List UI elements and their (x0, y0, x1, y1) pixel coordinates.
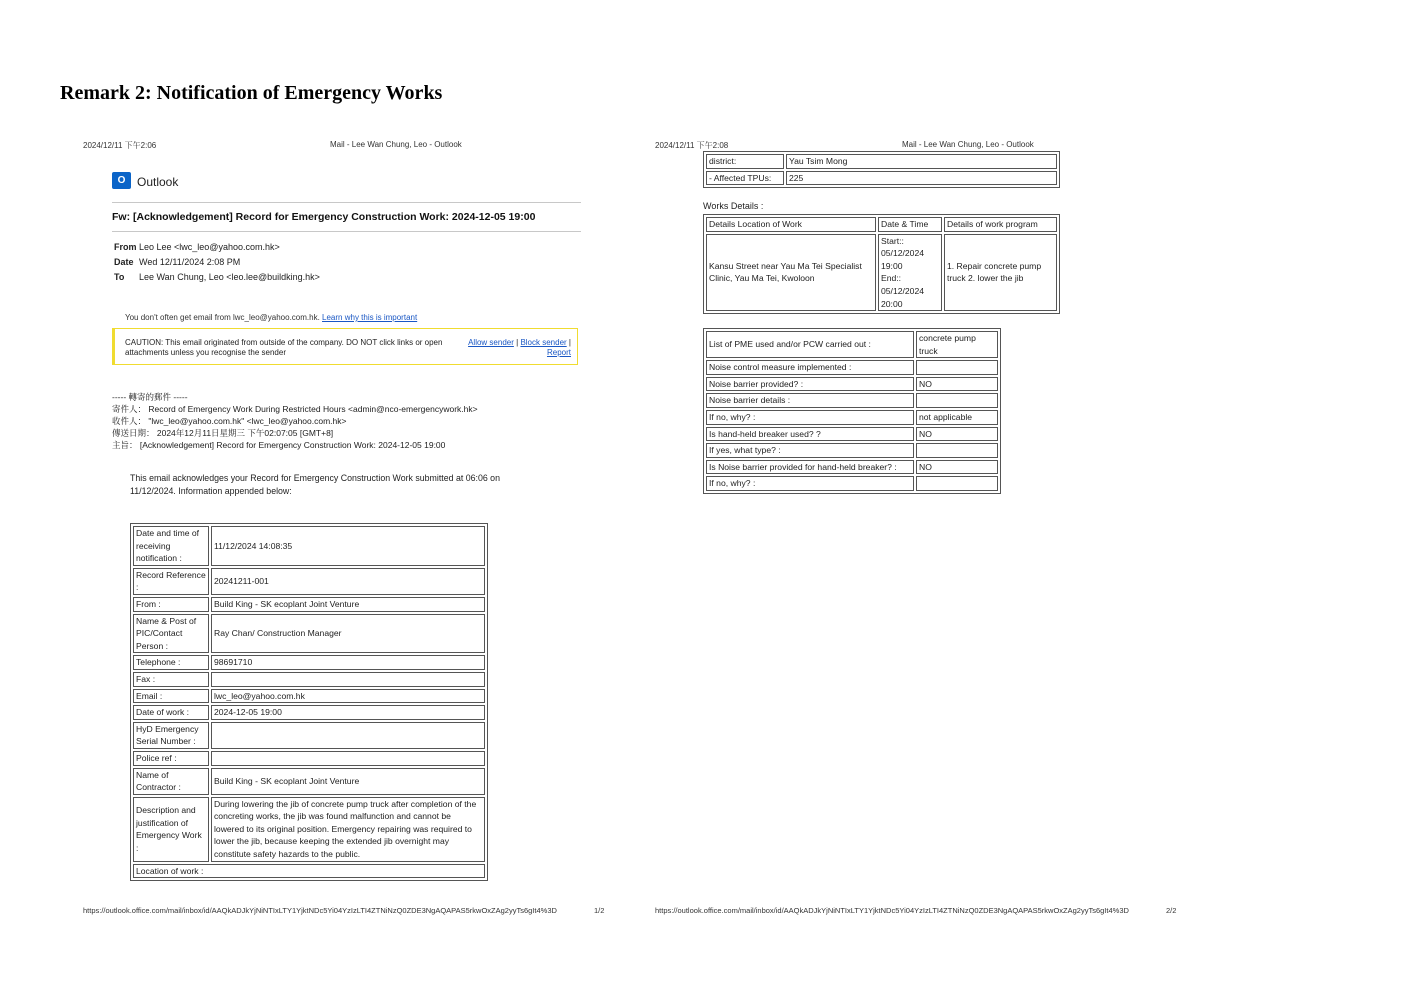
row-value: 2024-12-05 19:00 (211, 705, 485, 720)
forward-date: 傳送日期： 2024年12月11日星期三 下午02:07:05 [GMT+8] (112, 428, 334, 438)
district-table (703, 151, 1060, 188)
table-row (133, 768, 485, 795)
works-table (703, 214, 1060, 314)
to-value: Lee Wan Chung, Leo <leo.lee@buildking.hk> (139, 272, 320, 282)
row-label: If no, why? : (706, 476, 914, 491)
table-row (706, 360, 998, 375)
works-location: Kansu Street near Yau Ma Tei Specialist Clinic, Yau Ma Tei, Kwoloon (706, 234, 876, 312)
table-row (133, 526, 485, 566)
works-header: Details Location of Work (706, 217, 876, 232)
location-label: Location of work : (133, 864, 485, 879)
email-date (114, 257, 240, 267)
row-value: NO (916, 460, 998, 475)
table-row (706, 410, 998, 425)
row-value: Ray Chan/ Construction Manager (211, 614, 485, 654)
separator: | (516, 338, 519, 347)
table-row (133, 614, 485, 654)
works-row (706, 234, 1057, 312)
row-value (211, 722, 485, 749)
print-header-title: Mail - Lee Wan Chung, Leo - Outlook (902, 140, 1034, 149)
row-label: Noise barrier details : (706, 393, 914, 408)
row-value: not applicable (916, 410, 998, 425)
row-value (211, 672, 485, 687)
to-label: To (114, 272, 125, 282)
row-value (916, 476, 998, 491)
caution-text: CAUTION: This email originated from outside of the company. DO NOT click links or open attachments unless you recognise the sender (125, 338, 443, 357)
row-value: 11/12/2024 14:08:35 (211, 526, 485, 566)
row-value: Yau Tsim Mong (786, 154, 1057, 169)
row-value: Build King - SK ecoplant Joint Venture (211, 768, 485, 795)
row-label: Email : (133, 689, 209, 704)
table-row (133, 864, 485, 879)
forward-header: ----- 轉寄的郵件 ----- (112, 392, 188, 402)
row-value: NO (916, 377, 998, 392)
table-row (133, 751, 485, 766)
end-date: 05/12/2024 (881, 285, 925, 296)
allow-sender-link[interactable]: Allow sender (468, 338, 514, 347)
block-sender-link[interactable]: Block sender (520, 338, 567, 347)
from-value: Leo Lee <lwc_leo@yahoo.com.hk> (139, 242, 280, 252)
table-row (706, 443, 998, 458)
row-label: Is hand-held breaker used? ? (706, 427, 914, 442)
works-header: Date & Time (878, 217, 942, 232)
row-value (916, 393, 998, 408)
works-header-row (706, 217, 1057, 232)
row-label: Is Noise barrier provided for hand-held breaker? : (706, 460, 914, 475)
row-label: If no, why? : (706, 410, 914, 425)
pme-table (703, 328, 1001, 494)
row-label: Record Reference : (133, 568, 209, 595)
table-row (133, 705, 485, 720)
row-value: 225 (786, 171, 1057, 186)
learn-why-link[interactable]: Learn why this is important (322, 313, 418, 322)
table-row (706, 393, 998, 408)
row-value: lwc_leo@yahoo.com.hk (211, 689, 485, 704)
page-number: 1/2 (594, 906, 605, 915)
forward-subject: 主旨： [Acknowledgement] Record for Emergency Construction Work: 2024-12-05 19:00 (112, 440, 446, 450)
table-row (706, 154, 1057, 169)
row-label: Telephone : (133, 655, 209, 670)
row-label: - Affected TPUs: (706, 171, 784, 186)
acknowledgement-text: This email acknowledges your Record for Emergency Construction Work submitted at 06:06 on 11/12/2024. Information appended below: (130, 473, 500, 496)
table-row (133, 597, 485, 612)
start-date: 05/12/2024 (881, 248, 925, 259)
forward-from: 寄件人： Record of Emergency Work During Restricted Hours <admin@nco-emergencywork.hk> (112, 404, 478, 414)
row-label: Name & Post of PIC/Contact Person : (133, 614, 209, 654)
row-label: Noise control measure implemented : (706, 360, 914, 375)
row-label: HyD Emergency Serial Number : (133, 722, 209, 749)
table-row (133, 722, 485, 749)
table-row (706, 460, 998, 475)
start-label: Start:: (881, 235, 904, 246)
row-value: concrete pump truck (916, 331, 998, 358)
print-footer-url: https://outlook.office.com/mail/inbox/id/AAQkADJkYjNiNTIxLTY1YjktNDc5Yi04YzIzLTI4ZTNiNzQ0ZDE3NgAQAPAS5rkwOxZAg2yyTs6gIt4%3D (655, 906, 1129, 915)
row-label: Fax : (133, 672, 209, 687)
row-label: Date and time of receiving notification : (133, 526, 209, 566)
record-table (130, 523, 488, 881)
table-row (706, 377, 998, 392)
row-value (916, 360, 998, 375)
table-row (706, 427, 998, 442)
end-time: 20:00 (881, 298, 903, 309)
print-header-date: 2024/12/11 下午2:08 (655, 141, 729, 150)
row-value: 20241211-001 (211, 568, 485, 595)
date-value: Wed 12/11/2024 2:08 PM (139, 257, 241, 267)
sender-notice (125, 313, 417, 322)
table-row (133, 672, 485, 687)
row-label: From : (133, 597, 209, 612)
print-header-title: Mail - Lee Wan Chung, Leo - Outlook (330, 140, 462, 149)
email-to (114, 272, 320, 282)
row-label: Description and justification of Emergency Work : (133, 797, 209, 862)
table-row (706, 171, 1057, 186)
app-name: Outlook (137, 175, 179, 189)
row-value: Build King - SK ecoplant Joint Venture (211, 597, 485, 612)
table-row (706, 476, 998, 491)
row-value (211, 751, 485, 766)
caution-banner (112, 328, 578, 365)
from-label: From (114, 242, 137, 252)
works-details-label: Works Details : (703, 201, 764, 211)
forward-to: 收件人： "lwc_leo@yahoo.com.hk" <lwc_leo@yahoo.com.hk> (112, 416, 347, 426)
start-time: 19:00 (881, 260, 903, 271)
row-label: Noise barrier provided? : (706, 377, 914, 392)
notice-text: You don't often get email from lwc_leo@yahoo.com.hk. (125, 313, 320, 322)
row-label: district: (706, 154, 784, 169)
date-label: Date (114, 257, 134, 267)
page-number: 2/2 (1166, 906, 1177, 915)
works-header: Details of work program (944, 217, 1057, 232)
outlook-logo-icon: O (112, 172, 131, 189)
report-link[interactable]: Report (546, 348, 571, 357)
table-row (706, 331, 998, 358)
row-value (916, 443, 998, 458)
table-row (133, 689, 485, 704)
divider (112, 231, 581, 232)
row-label: Date of work : (133, 705, 209, 720)
print-header-date: 2024/12/11 下午2:06 (83, 141, 157, 150)
divider (112, 202, 581, 203)
row-value: 98691710 (211, 655, 485, 670)
page-title: Remark 2: Notification of Emergency Works (60, 82, 443, 104)
row-label: List of PME used and/or PCW carried out : (706, 331, 914, 358)
works-date-time (878, 234, 942, 312)
row-value: NO (916, 427, 998, 442)
row-label: Name of Contractor : (133, 768, 209, 795)
email-subject: Fw: [Acknowledgement] Record for Emergency Construction Work: 2024-12-05 19:00 (112, 211, 536, 223)
row-value: During lowering the jib of concrete pump truck after completion of the concreting works, the jib was found malfunction and cannot be lowered to its original position. Emergency repairing was required to lower the jib, because keeping the extended jib overnight may constitute safety hazards to the public. (211, 797, 485, 862)
row-label: If yes, what type? : (706, 443, 914, 458)
end-label: End:: (881, 273, 902, 284)
print-footer-url: https://outlook.office.com/mail/inbox/id/AAQkADJkYjNiNTIxLTY1YjktNDc5Yi04YzIzLTI4ZTNiNzQ0ZDE3NgAQAPAS5rkwOxZAg2yyTs6gIt4%3D (83, 906, 557, 915)
table-row (133, 797, 485, 862)
caution-actions (468, 338, 571, 358)
works-program: 1. Repair concrete pump truck 2. lower the jib (944, 234, 1057, 312)
table-row (133, 568, 485, 595)
email-from (114, 242, 280, 252)
separator: | (568, 338, 571, 347)
row-label: Police ref : (133, 751, 209, 766)
table-row (133, 655, 485, 670)
